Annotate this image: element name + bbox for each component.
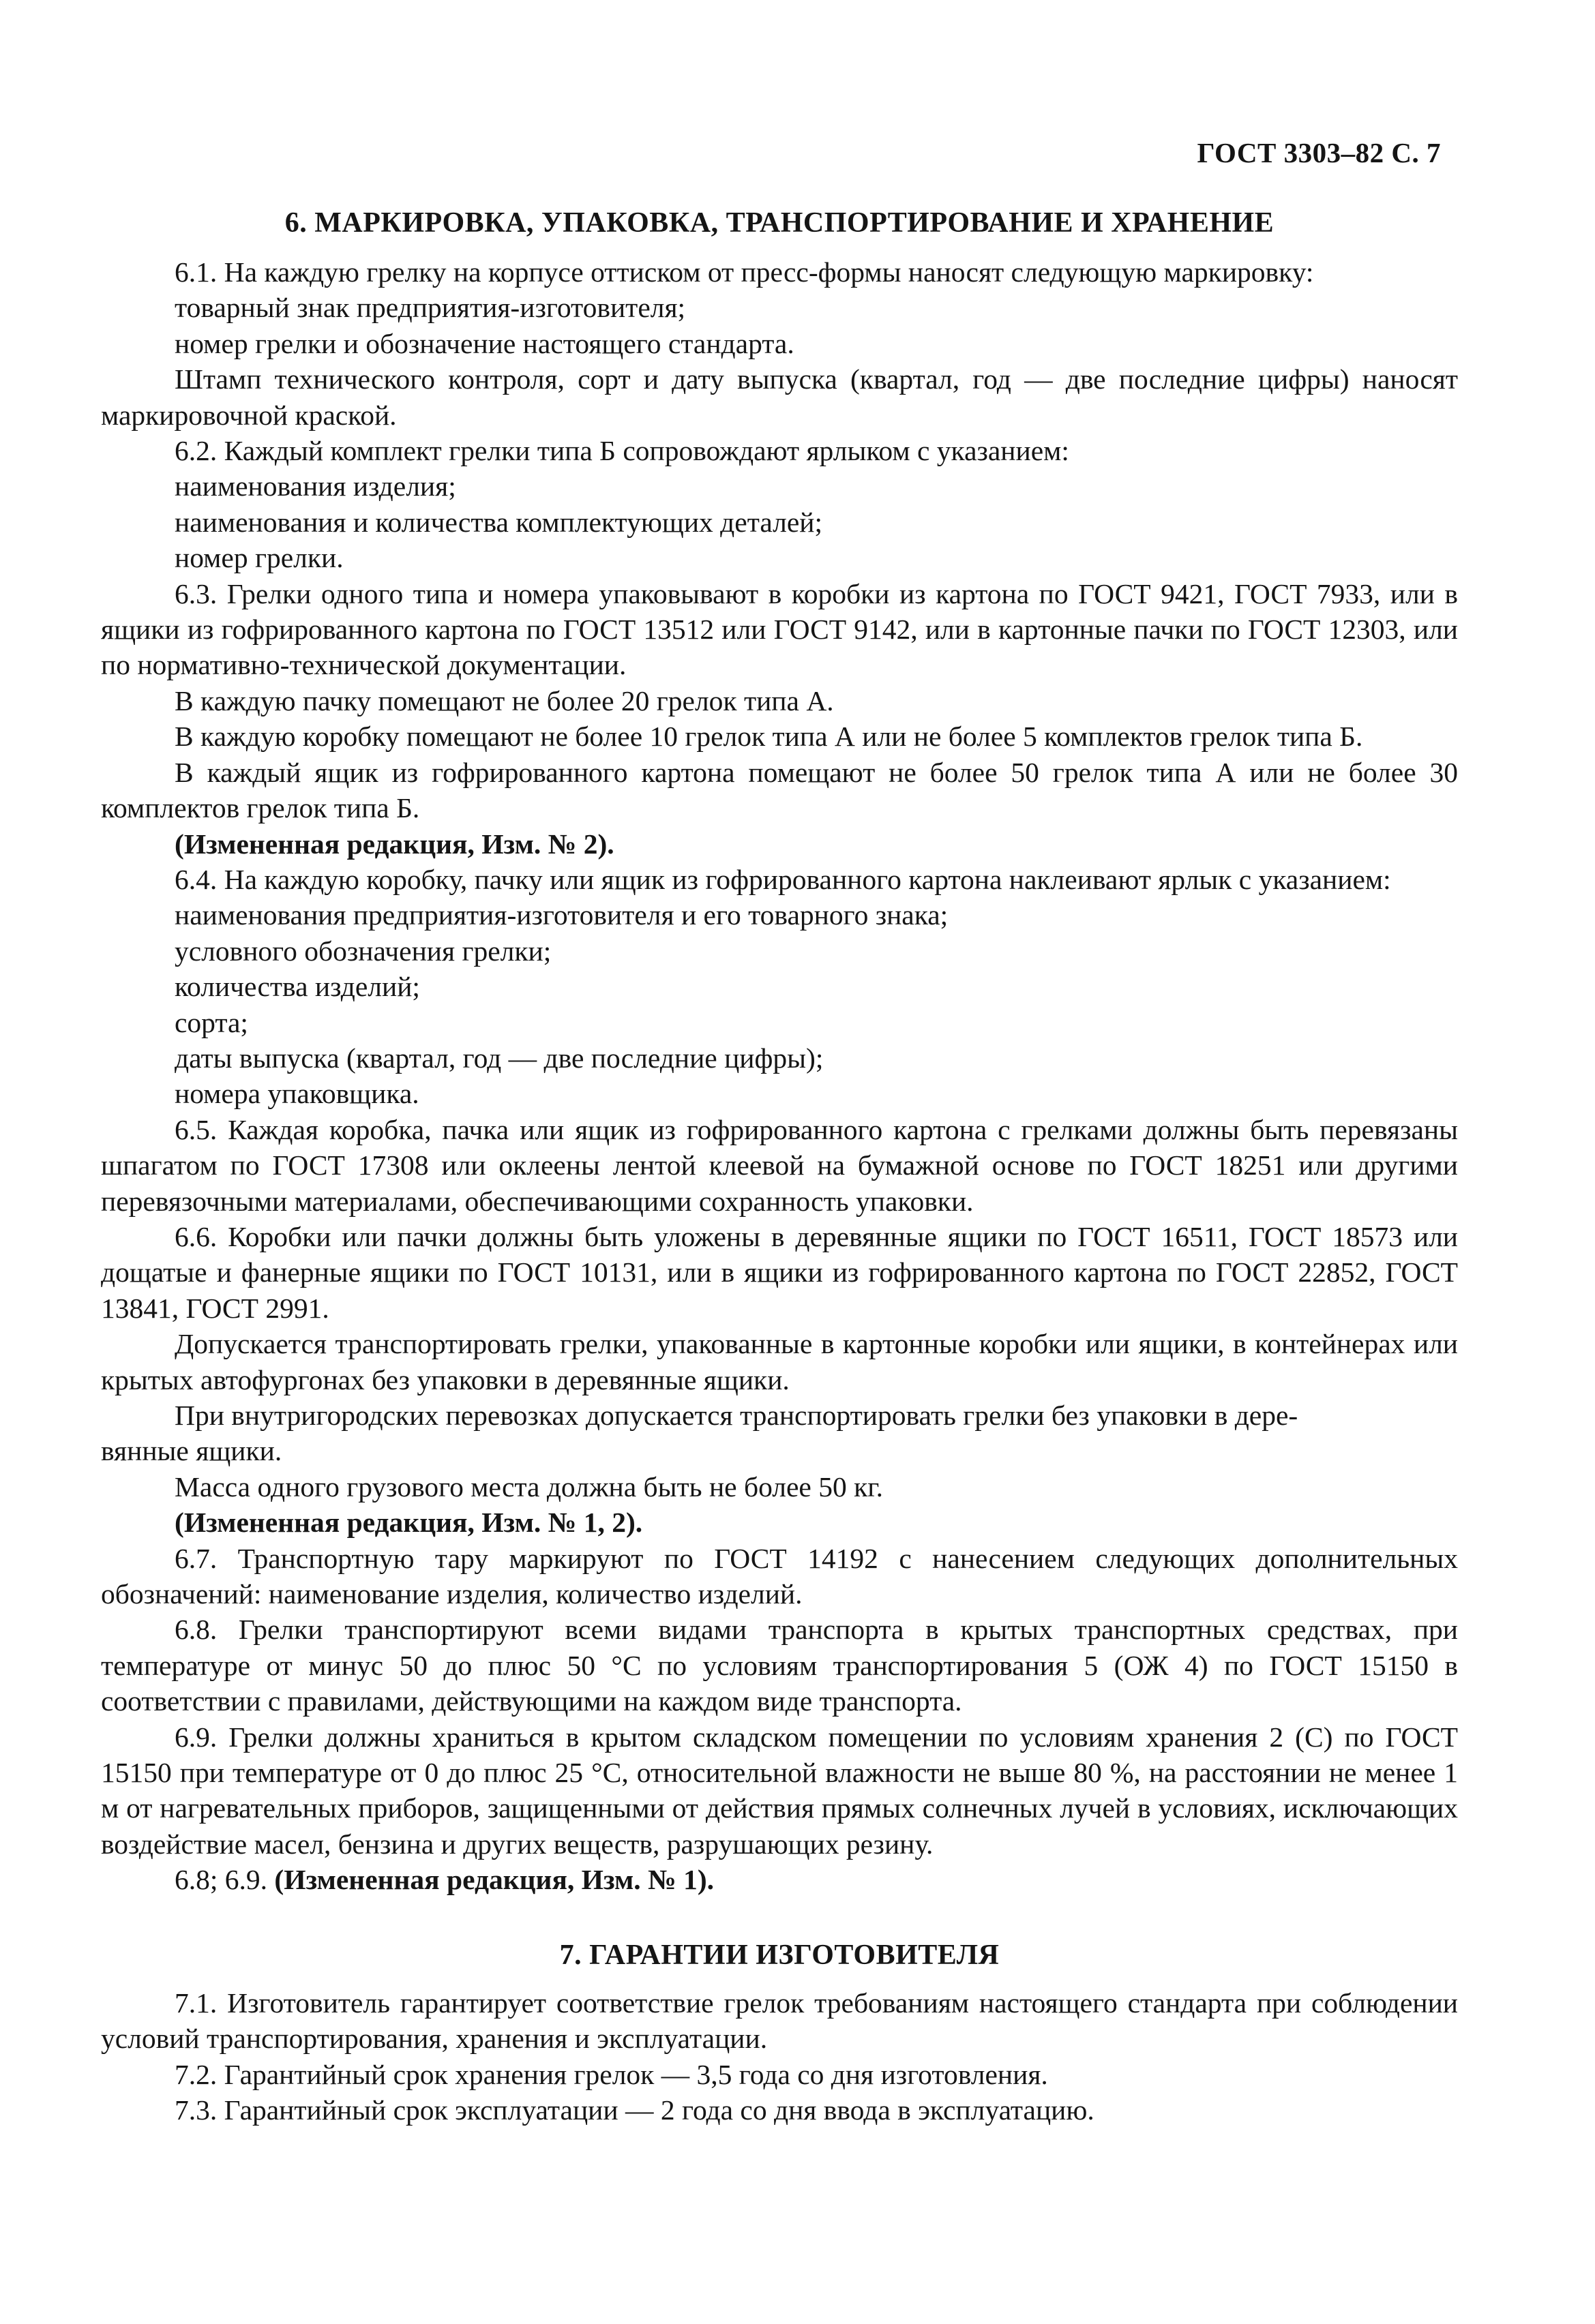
clause-6-6-mass: Масса одного грузового места должна быть не более 50 кг. bbox=[175, 1470, 883, 1503]
section-6-body bbox=[101, 254, 1458, 1898]
revision-note: (Измененная редакция, Изм. № 1, 2). bbox=[175, 1507, 643, 1539]
clause-6-6-city-line-2: вянные ящики. bbox=[101, 1435, 282, 1467]
clause-6-2-item: наименования изделия; bbox=[175, 470, 456, 502]
clause-6-8-6-9-label: 6.8; 6.9. bbox=[175, 1864, 268, 1896]
clause-6-4-item: наименования предприятия-изготовителя и его товарного знака; bbox=[175, 899, 949, 931]
clause-6-4-item: даты выпуска (квартал, год — две последние цифры); bbox=[175, 1042, 824, 1074]
section-6-title: 6. МАРКИРОВКА, УПАКОВКА, ТРАНСПОРТИРОВАНИЕ И ХРАНЕНИЕ bbox=[284, 207, 1274, 239]
clause-6-2-item: наименования и количества комплектующих деталей; bbox=[175, 506, 823, 538]
clause-6-1: 6.1. На каждую грелку на корпусе оттиском от пресс-формы наносят следующую маркировку: bbox=[175, 256, 1314, 288]
clause-6-3-pack: В каждую пачку помещают не более 20 грелок типа А. bbox=[175, 684, 834, 716]
section-7-body bbox=[101, 1985, 1458, 2128]
clause-7-3: 7.3. Гарантийный срок эксплуатации — 2 года со дня ввода в эксплуатацию. bbox=[175, 2094, 1094, 2126]
clause-6-6: 6.6. Коробки или пачки должны быть уложены в деревянные ящики по ГОСТ 16511, ГОСТ 18573 или дощатые и фанерные ящики по ГОСТ 10131, или в ящики из гофрированного картона по ГОСТ 22852, ГОСТ 13841, ГОСТ 2991. bbox=[101, 1220, 1458, 1324]
clause-6-6-containers: Допускается транспортировать грелки, упакованные в картонные коробки или ящики, в контейнерах или крытых автофургонах без упаковки в деревянные ящики. bbox=[101, 1328, 1458, 1395]
clause-6-4-item: номера упаковщика. bbox=[175, 1078, 419, 1110]
clause-6-4-item: условного обозначения грелки; bbox=[175, 935, 552, 967]
clause-6-7: 6.7. Транспортную тару маркируют по ГОСТ 14192 с нанесением следующих дополнительных обозначений: наименование изделия, количество изделий. bbox=[101, 1542, 1458, 1610]
clause-6-9: 6.9. Грелки должны храниться в крытом складском помещении по условиям хранения 2 (С) по ГОСТ 15150 при температуре от 0 до плюс 25 °С, относительной влажности не выше 80 %, на расстоянии не менее 1 м от нагревательных приборов, защищенными от действия прямых солнечных лучей в условиях, исключающих воздействие масел, бензина и других веществ, разрушающих резину. bbox=[101, 1721, 1458, 1860]
revision-note: (Измененная редакция, Изм. № 1). bbox=[274, 1864, 715, 1896]
clause-6-8: 6.8. Грелки транспортируют всеми видами транспорта в крытых транспортных средствах, при температуре от минус 50 до плюс 50 °С по условиям транспортирования 5 (ОЖ 4) по ГОСТ 15150 в соответствии с правилами, действующими на каждом виде транспорта. bbox=[101, 1614, 1458, 1717]
revision-note: (Измененная редакция, Изм. № 2). bbox=[175, 828, 614, 860]
clause-6-4-item: количества изделий; bbox=[175, 971, 420, 1003]
clause-6-3: 6.3. Грелки одного типа и номера упаковывают в коробки из картона по ГОСТ 9421, ГОСТ 7933, или в ящики из гофрированного картона по ГОСТ 13512 или ГОСТ 9142, или в картонные пачки по ГОСТ 12303, или по нормативно-технической документации. bbox=[101, 577, 1458, 681]
clause-6-5: 6.5. Каждая коробка, пачка или ящик из гофрированного картона с грелками должны быть перевязаны шпагатом по ГОСТ 17308 или оклеены лентой клеевой на бумажной основе по ГОСТ 18251 или другими перевязочными материалами, обеспечивающими сохранность упаковки. bbox=[101, 1113, 1458, 1217]
clause-7-1: 7.1. Изготовитель гарантирует соответствие грелок требованиям настоящего стандарта при соблюдении условий транспортирования, хранения и эксплуатации. bbox=[101, 1987, 1458, 2055]
clause-6-1-item: номер грелки и обозначение настоящего стандарта. bbox=[175, 327, 794, 359]
clause-6-2: 6.2. Каждый комплект грелки типа Б сопровождают ярлыком с указанием: bbox=[175, 435, 1069, 467]
clause-6-1-stamp: Штамп технического контроля, сорт и дату выпуска (квартал, год — две последние цифры) наносят маркировочной краской. bbox=[101, 363, 1458, 431]
clause-6-4-item: сорта; bbox=[175, 1006, 248, 1038]
clause-6-6-city-line-1: При внутригородских перевозках допускается транспортировать грелки без упаковки в дере- bbox=[175, 1400, 1298, 1431]
clause-6-4: 6.4. На каждую коробку, пачку или ящик из гофрированного картона наклеивают ярлык с указанием: bbox=[175, 863, 1391, 895]
clause-6-3-box: В каждую коробку помещают не более 10 грелок типа А или не более 5 комплектов грелок типа Б. bbox=[175, 721, 1363, 753]
clause-6-8-6-9-revision bbox=[101, 1862, 1458, 1897]
clause-6-3-crate: В каждый ящик из гофрированного картона помещают не более 50 грелок типа А или не более 30 комплектов грелок типа Б. bbox=[101, 756, 1458, 824]
clause-7-2: 7.2. Гарантийный срок хранения грелок — 3,5 года со дня изготовления. bbox=[175, 2058, 1048, 2090]
page-header: ГОСТ 3303–82 С. 7 bbox=[1197, 137, 1441, 168]
clause-6-2-item: номер грелки. bbox=[175, 542, 344, 574]
clause-6-1-item: товарный знак предприятия-изготовителя; bbox=[175, 292, 686, 324]
section-7-title: 7. ГАРАНТИИ ИЗГОТОВИТЕЛЯ bbox=[559, 1940, 1000, 1971]
